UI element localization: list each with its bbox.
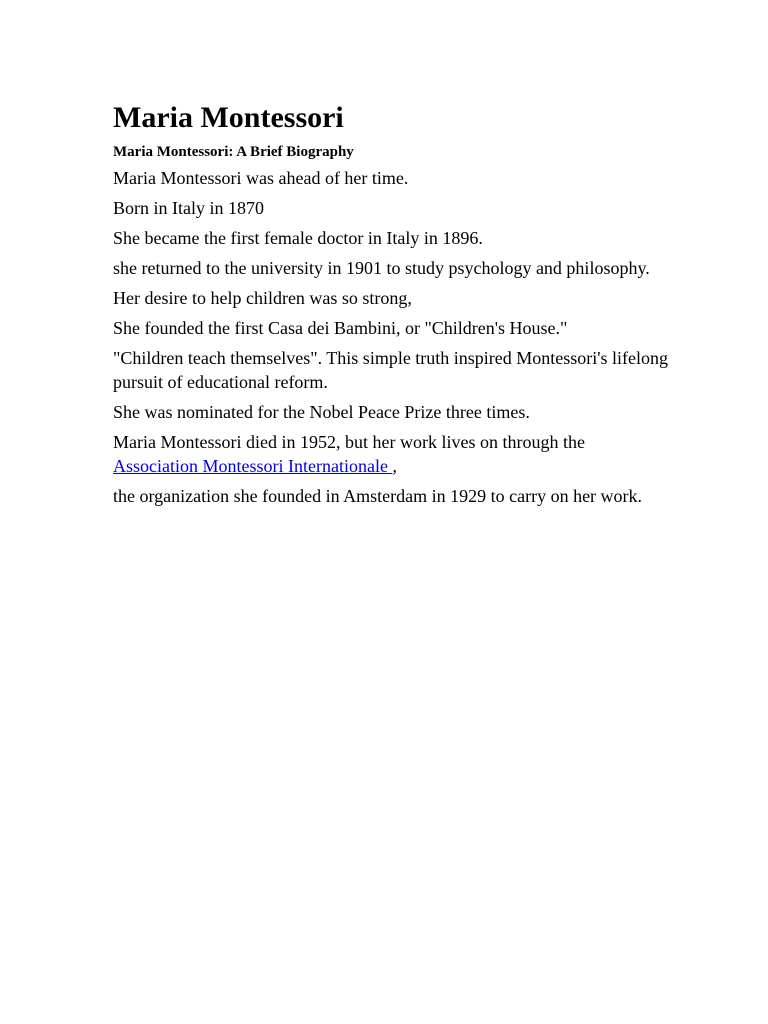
document-content [113, 100, 673, 514]
paragraph-ahead-of-time: Maria Montessori was ahead of her time. [113, 168, 409, 188]
death-text: Maria Montessori died in 1952, but her work lives on through the [113, 432, 585, 452]
death-text-comma: , [392, 456, 397, 476]
paragraph-casa-dei-bambini: She founded the first Casa dei Bambini, or "Children's House." [113, 318, 568, 338]
paragraph-first-female-doctor: She became the first female doctor in Italy in 1896. [113, 228, 483, 248]
page-subtitle: Maria Montessori: A Brief Biography [113, 144, 354, 160]
paragraph-born: Born in Italy in 1870 [113, 198, 264, 218]
paragraph-death-legacy [113, 430, 673, 478]
paragraph-organization-amsterdam: the organization she founded in Amsterdam in 1929 to carry on her work. [113, 486, 643, 506]
ami-link[interactable]: Association Montessori Internationale [113, 456, 393, 476]
page-title: Maria Montessori [113, 101, 344, 134]
paragraph-desire-help-children: Her desire to help children was so strong, [113, 288, 412, 308]
paragraph-returned-university: she returned to the university in 1901 to study psychology and philosophy. [113, 258, 650, 278]
paragraph-nobel-nominations: She was nominated for the Nobel Peace Prize three times. [113, 402, 530, 422]
paragraph-children-teach-themselves: "Children teach themselves". This simple truth inspired Montessori's lifelong pursuit of educational reform. [113, 348, 669, 392]
